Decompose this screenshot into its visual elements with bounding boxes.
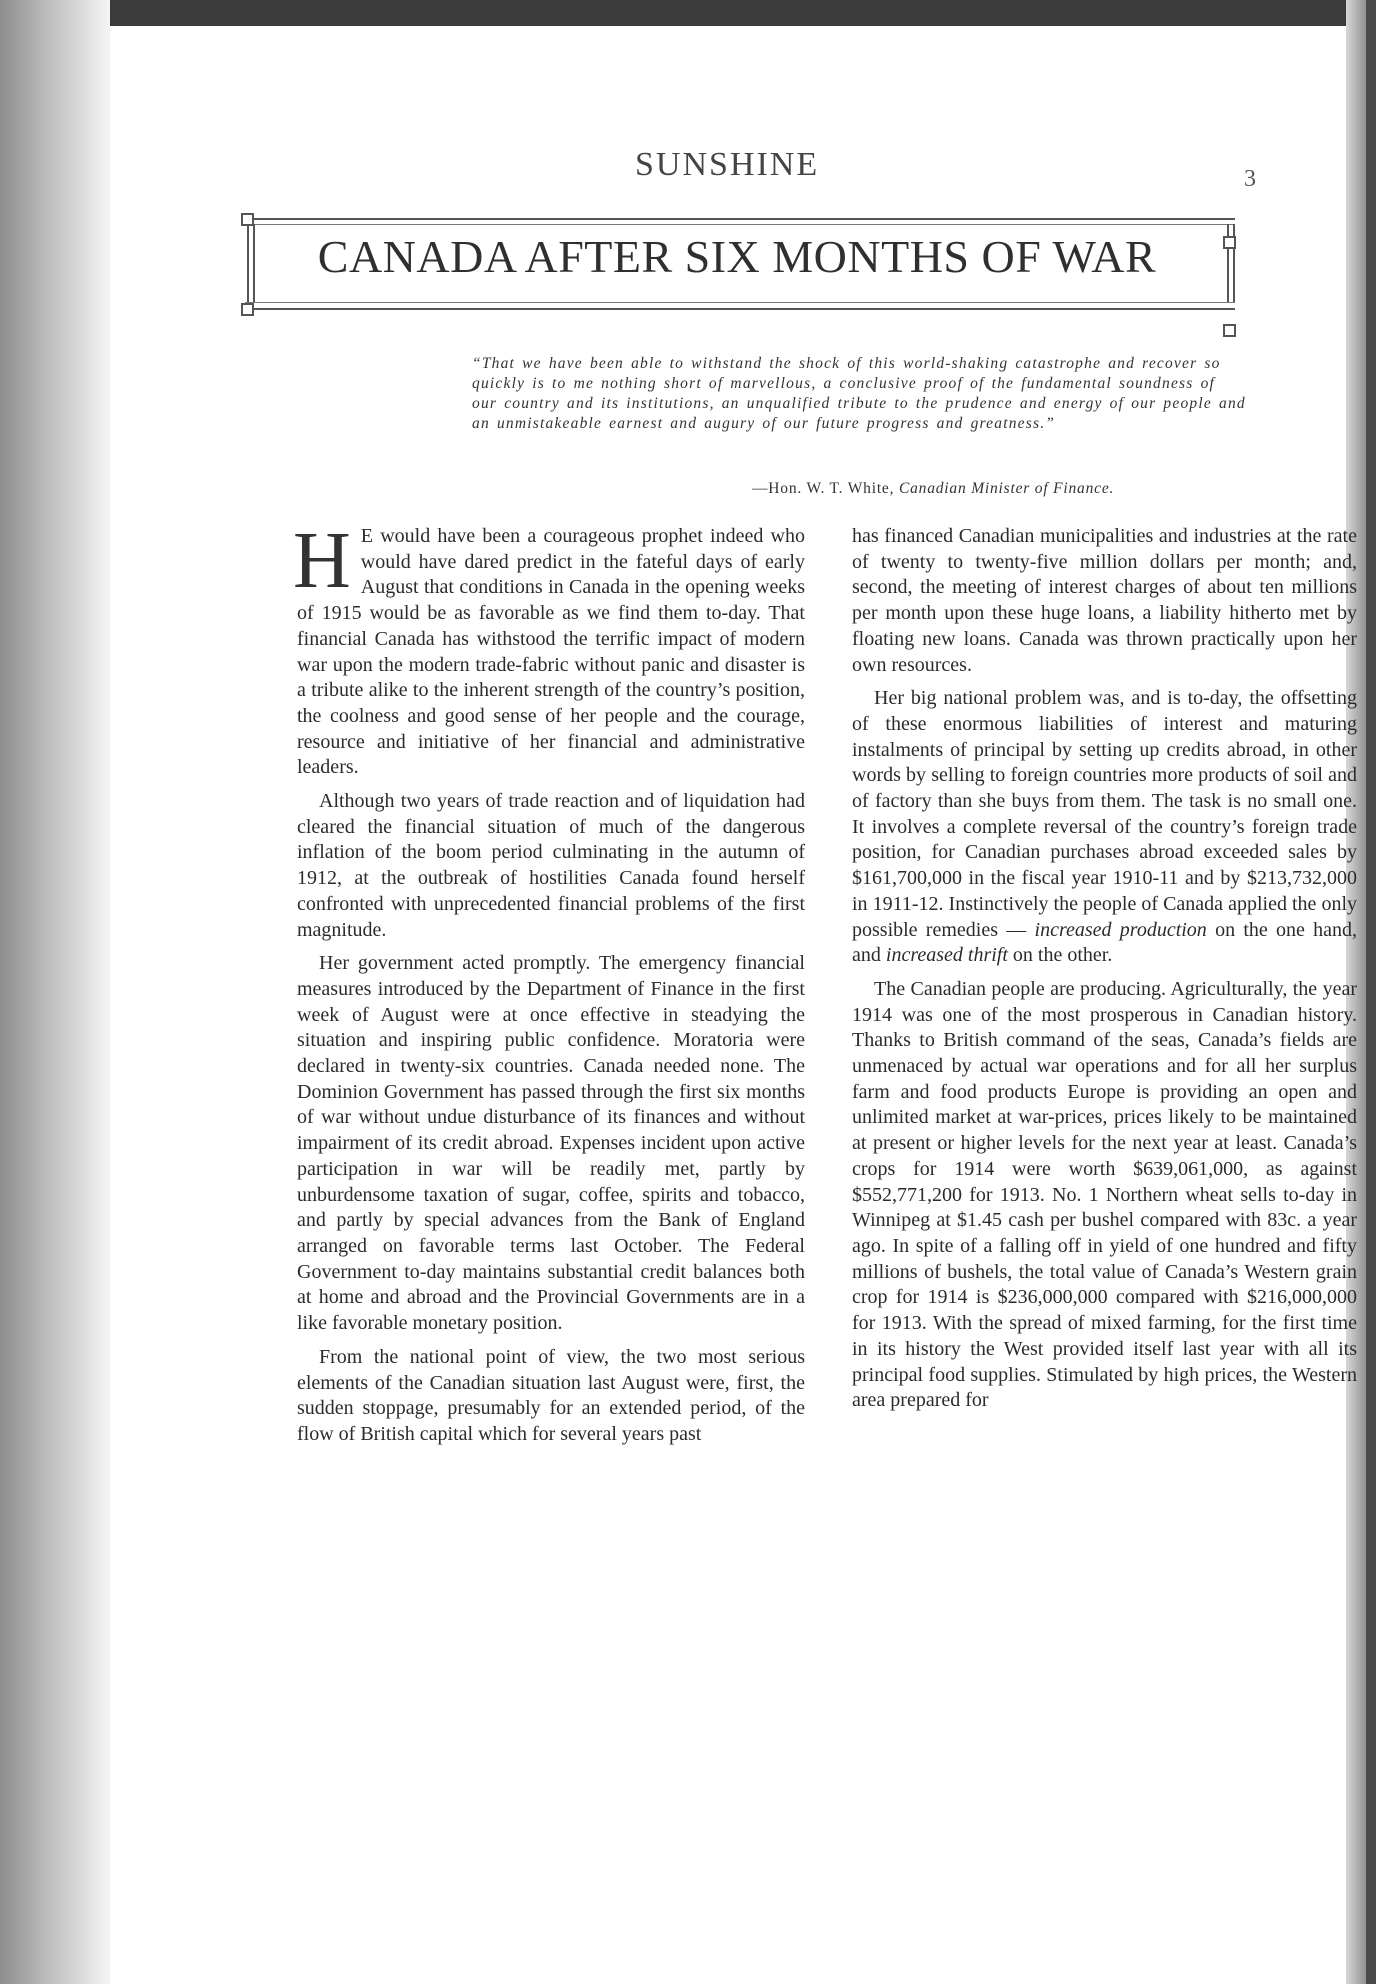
scan-right-edge-dark bbox=[1366, 0, 1376, 1984]
body-paragraph bbox=[293, 517, 805, 781]
article-right-column bbox=[852, 524, 1357, 1422]
paragraph-text: Her big national problem was, and is to-day, the offsetting of these enormous liabilities of interest and maturing instalments of principal by setting up credits abroad, in other words by selling to foreign countries more products of soil and of factory than she buys from them. The task is no small one. It involves a complete reversal of the country’s foreign trade position, for Canadian purchases abroad exceeded sales by $161,700,000 in the fiscal year 1910-11 and by $213,732,000 in 1911-12. Instinctively the people of Canada applied the only possible remedies — bbox=[852, 687, 1357, 941]
article-left-column bbox=[293, 517, 805, 1456]
epigraph-quote: “That we have been able to withstand the shock of this world-shaking catastrophe and recover so quickly is to me nothing short of marvellous, a conclusive proof of the fundamental soundness of our country and its institutions, an unqualified tribute to the prudence and energy of our people and an unmistakeable earnest and augury of our future progress and greatness.” bbox=[472, 355, 1246, 432]
body-paragraph: Her government acted promptly. The emergency financial measures introduced by the Department of Finance in the first week of August were at once effective in steadying the situation and inspiring public confidence. Moratoria were declared in twenty-six countries. Canada needed none. The Dominion Government has passed through the first six months of war without undue disturbance of its finances and without impairment of its credit abroad. Expenses incident upon active participation in war will be readily met, partly by unburdensome taxation of sugar, coffee, spirits and tobacco, and partly by special advances from the Bank of England arranged on favorable terms last October. The Federal Government to-day maintains substantial credit balances both at home and abroad and the Provincial Governments are in a like favorable monetary position. bbox=[297, 952, 805, 1335]
frame-rule-bottom-inner bbox=[245, 302, 1235, 303]
magazine-page bbox=[112, 26, 1358, 1984]
title-frame bbox=[235, 190, 1239, 306]
scan-top-edge bbox=[0, 0, 1376, 26]
frame-corner-ornament bbox=[1223, 324, 1236, 337]
running-head: SUNSHINE bbox=[635, 146, 820, 183]
attribution-role: Canadian Minister of Finance. bbox=[898, 480, 1115, 497]
paragraph-text: E would have been a courageous prophet indeed who would have dared predict in the fateful days of early August that conditions in Canada in the opening weeks of 1915 would be as favorable as we find them to-day. That financial Canada has withstood the terrific impact of modern war upon the modern trade-fabric without panic and disaster is a tribute alike to the inherent strength of the country’s position, the coolness and good sense of her people and the courage, resource and initiative of her financial and administrative leaders. bbox=[297, 525, 805, 779]
emphasis-text: increased production bbox=[1034, 918, 1207, 941]
emphasis-text: increased thrift bbox=[885, 944, 1008, 967]
page-number: 3 bbox=[1244, 166, 1256, 192]
body-paragraph: The Canadian people are producing. Agriculturally, the year 1914 was one of the most prosperous in Canadian history. Thanks to British command of the seas, Canada’s fields are unmenaced by actual war operations and for all her surplus farm and food products Europe is providing an open and unlimited market at war-prices, prices likely to be maintained at present or higher levels for the next year at least. Canada’s crops for 1914 were worth $639,061,000, as against $552,771,200 for 1913. No. 1 Northern wheat sells to-day in Winnipeg at $1.45 cash per bushel compared with 83c. a year ago. In spite of a falling off in yield of one hundred and fifty millions of bushels, the total value of Canada’s Western grain crop for 1914 is $236,000,000 compared with $216,000,000 for 1913. With the spread of mixed farming, for the first time in its history the West provided itself last year with all its principal food supplies. Stimulated by high prices, the Western area prepared for bbox=[852, 977, 1357, 1412]
attribution-name: —Hon. W. T. White, bbox=[752, 480, 895, 497]
article-title: CANADA AFTER SIX MONTHS OF WAR bbox=[317, 231, 1157, 282]
body-paragraph: Although two years of trade reaction and of liquidation had cleared the financial situation of much of the dangerous inflation of the boom period culminating in the autumn of 1912, at the outbreak of hostilities Canada found herself confronted with unprecedented financial problems of the first magnitude. bbox=[297, 790, 805, 941]
frame-corner-ornament bbox=[241, 213, 254, 226]
body-paragraph: has financed Canadian municipalities and industries at the rate of twenty to twenty-five million dollars per month; and, second, the meeting of interest charges of about ten millions per month upon these huge loans, a liability hitherto met by floating new loans. Canada was thrown practically upon her own resources. bbox=[852, 525, 1357, 676]
frame-rule-top bbox=[245, 218, 1235, 220]
body-paragraph bbox=[852, 686, 1357, 969]
paragraph-text: on the other. bbox=[1012, 944, 1113, 967]
paragraph-text: on the one hand, and bbox=[852, 918, 1358, 967]
drop-cap: H bbox=[293, 517, 351, 605]
frame-rule-top-inner bbox=[245, 224, 1235, 225]
epigraph-attribution bbox=[752, 480, 1292, 498]
binding-shadow bbox=[0, 0, 110, 1984]
frame-rule-bottom bbox=[245, 308, 1235, 310]
frame-corner-ornament bbox=[241, 303, 254, 316]
body-paragraph: From the national point of view, the two most serious elements of the Canadian situation last August were, first, the sudden stoppage, presumably for an extended period, of the flow of British capital which for several years past bbox=[297, 1345, 805, 1445]
